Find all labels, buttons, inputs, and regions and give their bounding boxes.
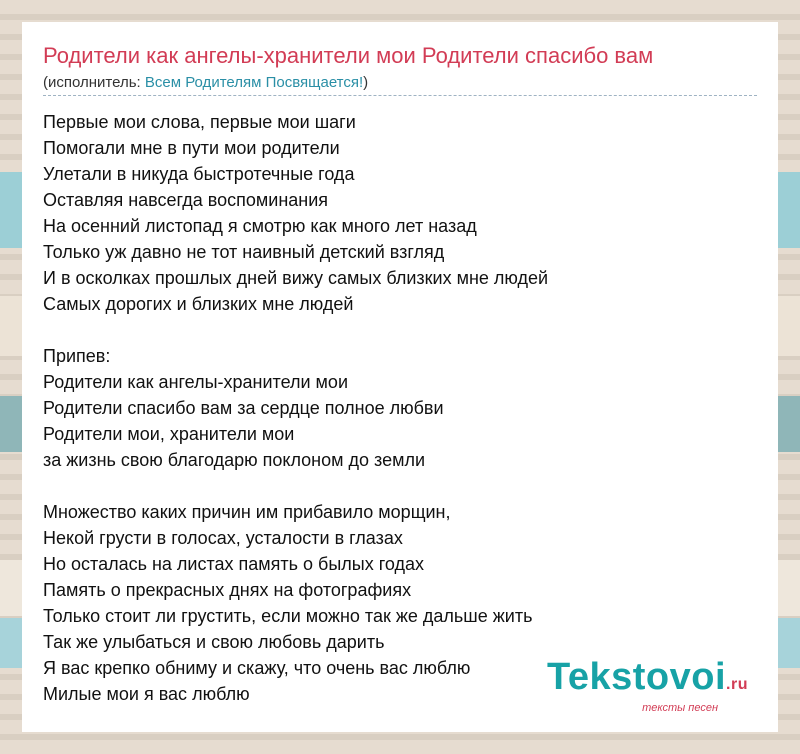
blank-line [43, 473, 757, 499]
divider [43, 95, 757, 96]
lyric-line: Самых дорогих и близких мне людей [43, 294, 354, 314]
lyric-line: за жизнь свою благодарю поклоном до земли [43, 450, 426, 470]
lyric-line: Некой грусти в голосах, усталости в глазах [43, 528, 403, 548]
lyric-line: Родители мои, хранители мои [43, 424, 295, 444]
song-title: Родители как ангелы-хранители мои Родители спасибо вам [43, 43, 654, 68]
artist-line [43, 74, 757, 92]
artist-prefix: (исполнитель: [43, 74, 145, 91]
lyric-line: Припев: [43, 346, 111, 366]
artist-link[interactable]: Всем Родителям Посвящается! [144, 74, 364, 91]
lyric-line: Память о прекрасных днях на фотографиях [43, 580, 412, 600]
lyric-line: Милые мои я вас люблю [43, 684, 250, 704]
lyric-line: Оставляя навсегда воспоминания [43, 190, 329, 210]
lyric-line: Я вас крепко обниму и скажу, что очень вас люблю [43, 658, 471, 678]
lyrics-body [43, 109, 757, 707]
lyric-line: Родители как ангелы-хранители мои [43, 372, 348, 392]
lyric-line: Помогали мне в пути мои родители [43, 138, 340, 158]
logo-domain: .ru [726, 676, 748, 693]
lyrics-card [22, 22, 778, 732]
artist-suffix: ) [363, 74, 369, 91]
logo-tagline: тексты песен [642, 702, 718, 714]
logo-name: Tekstovoi [546, 656, 727, 698]
lyric-line: Так же улыбаться и свою любовь дарить [43, 632, 385, 652]
lyric-line: Множество каких причин им прибавило морщин, [43, 502, 451, 522]
lyric-line: Но осталась на листах память о былых годах [43, 554, 425, 574]
lyric-line: Только уж давно не тот наивный детский взгляд [43, 242, 445, 262]
lyric-line: Только стоит ли грустить, если можно так же дальше жить [43, 606, 533, 626]
site-logo[interactable] [547, 658, 748, 714]
lyric-line: На осенний листопад я смотрю как много лет назад [43, 216, 477, 236]
lyric-line: Первые мои слова, первые мои шаги [43, 112, 356, 132]
lyric-line: Улетали в никуда быстротечные года [43, 164, 355, 184]
lyric-line: Родители спасибо вам за сердце полное любви [43, 398, 444, 418]
lyric-line: И в осколках прошлых дней вижу самых близких мне людей [43, 268, 549, 288]
blank-line [43, 317, 757, 343]
